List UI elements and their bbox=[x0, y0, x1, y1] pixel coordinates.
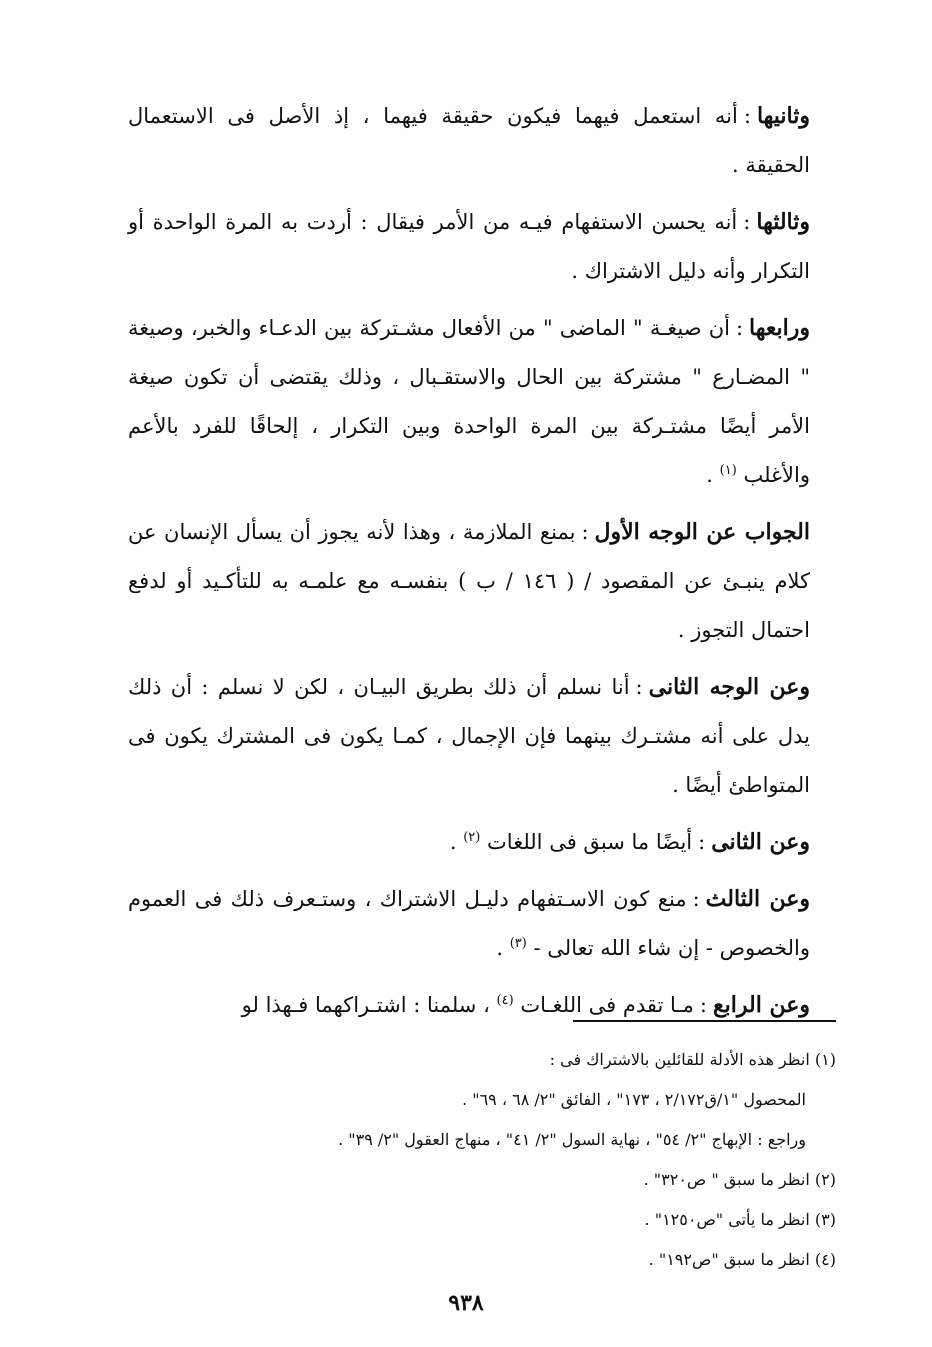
paragraph-body: منع كون الاسـتفهام دليـل الاشتراك ، وستـعرف ذلك فى العموم والخصوص - إن شاء الله تعالى - bbox=[128, 887, 810, 960]
paragraph-tail: . bbox=[449, 830, 464, 854]
paragraph-body: أنا نسلم أن ذلك بطريق البيـان ، لكن لا نسلم : أن ذلك يدل على أنه مشتـرك بينهما فإن الإجمال ، كمـا يكون فى المشترك يكون فى المتواطئ أيضًا . bbox=[128, 675, 810, 797]
footnote-marker: (٢) bbox=[463, 830, 481, 845]
paragraph-body: بمنع الملازمة ، وهذا لأنه يجوز أن يسأل الإنسان عن كلام ينبـئ عن المقصود / ( ١٤٦ / ب ) بنفسـه مع علمـه به للتأكـيد أو لدفع احتمال التجوز . bbox=[128, 520, 811, 642]
paragraph bbox=[128, 304, 810, 500]
paragraph-tail: . bbox=[706, 463, 720, 487]
paragraph-lead: الجواب عن الوجه الأول bbox=[594, 519, 811, 545]
paragraph-tail: ، سلمنا : اشتـراكهما فـهذا لو bbox=[241, 993, 497, 1017]
page-number: ٩٣٨ bbox=[448, 1290, 484, 1316]
colon-separator: : bbox=[699, 993, 707, 1017]
paragraph-body: مـا تقدم فى اللغـات bbox=[520, 993, 694, 1017]
paragraph bbox=[128, 875, 810, 973]
paragraph bbox=[128, 198, 810, 296]
footnote-line: المحصول "١/ق٢/١٧٢ ، ١٧٣" ، الفائق "٢/ ٦٨ ، ٦٩" . bbox=[462, 1090, 806, 1109]
footnote-line: وراجع : الإبهاج "٢/ ٥٤" ، نهاية السول "٢/ ٤١" ، منهاج العقول "٢/ ٣٩" . bbox=[338, 1130, 806, 1149]
paragraph-lead: وثالثها bbox=[756, 209, 810, 235]
footnote-divider bbox=[573, 1020, 836, 1022]
paragraph-tail: . bbox=[496, 936, 510, 960]
colon-separator: : bbox=[743, 104, 751, 128]
footnote-marker: (٣) bbox=[509, 936, 527, 951]
paragraph bbox=[128, 508, 810, 655]
footnote-line: (١) انظر هذه الأدلة للقائلين بالاشتراك فى : bbox=[549, 1050, 836, 1069]
footnote-line: (٤) انظر ما سبق "ص١٩٢" . bbox=[648, 1250, 836, 1269]
colon-separator: : bbox=[743, 210, 751, 234]
footnote-marker: (١) bbox=[719, 463, 737, 478]
paragraph bbox=[128, 92, 810, 190]
paragraph-body: أنه يحسن الاستفهام فيـه من الأمر فيقال : أردت به المرة الواحدة أو التكرار وأنه دليل الاشتراك . bbox=[128, 210, 810, 283]
footnote-line: (٣) انظر ما يأتى "ص١٢٥٠" . bbox=[644, 1210, 836, 1229]
colon-separator: : bbox=[635, 675, 643, 699]
footnotes bbox=[140, 1040, 836, 1280]
paragraph-body: أنه استعمل فيهما فيكون حقيقة فيهما ، إذ الأصل فى الاستعمال الحقيقة . bbox=[128, 104, 810, 177]
paragraph-body: أن صيغـة " الماضى " من الأفعال مشـتركة بين الدعـاء والخبر، وصيغة " المضـارع " مشتركة بين الحال والاستقـبال ، وذلك يقتضى أن تكون صيغة الأمر أيضًا مشتـركة بين المرة الواحدة وبين التكرار ، إلحاقًا للفرد بالأعم والأغلب bbox=[128, 316, 810, 487]
footnote-line: (٢) انظر ما سبق " ص٣٢٠" . bbox=[643, 1170, 836, 1189]
colon-separator: : bbox=[581, 520, 589, 544]
paragraph-lead: وعن الثانى bbox=[711, 829, 810, 855]
paragraph bbox=[128, 981, 810, 1030]
footnote-marker: (٤) bbox=[496, 993, 514, 1008]
paragraph bbox=[128, 663, 810, 810]
paragraph-lead: ورابعها bbox=[749, 315, 810, 341]
paragraph bbox=[128, 818, 810, 867]
paragraph-lead: وعن الرابع bbox=[712, 992, 810, 1018]
paragraph-lead: وثانيها bbox=[756, 103, 810, 129]
colon-separator: : bbox=[698, 830, 706, 854]
paragraph-lead: وعن الثالث bbox=[705, 886, 810, 912]
colon-separator: : bbox=[692, 887, 700, 911]
colon-separator: : bbox=[735, 316, 744, 340]
paragraph-lead: وعن الوجه الثانى bbox=[648, 674, 811, 700]
paragraph-body: أيضًا ما سبق فى اللغات bbox=[487, 830, 693, 854]
main-text bbox=[128, 92, 810, 1038]
